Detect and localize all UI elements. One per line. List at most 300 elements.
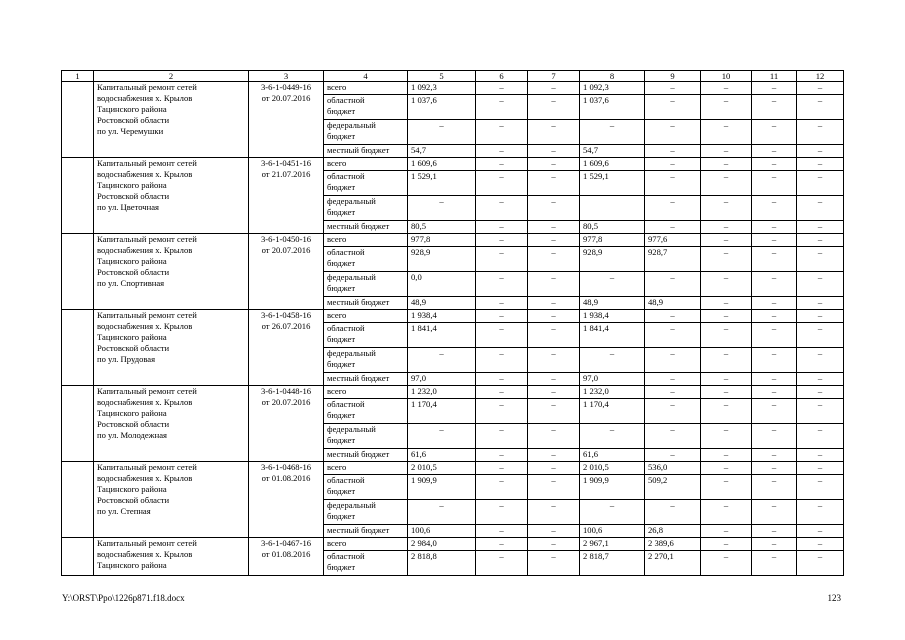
value-cell: 1 170,4 [580, 399, 645, 424]
object-name-line: Капитальный ремонт сетей [97, 538, 197, 548]
value-cell: – [701, 221, 752, 234]
value-cell: – [528, 221, 580, 234]
value-cell: – [476, 272, 528, 297]
value-cell: – [797, 399, 844, 424]
value-cell: – [476, 462, 528, 475]
funding-source-line: всего [327, 386, 347, 396]
value-cell: 2 010,5 [580, 462, 645, 475]
value-cell: 97,0 [408, 373, 476, 386]
table-row [62, 386, 844, 399]
value-cell: 97,0 [580, 373, 645, 386]
value-cell: 509,2 [645, 475, 701, 500]
value-cell: – [752, 525, 797, 538]
value-cell: 1 909,9 [408, 475, 476, 500]
value-cell: – [408, 500, 476, 525]
value-cell: – [528, 348, 580, 373]
value-cell: – [645, 323, 701, 348]
page-number: 123 [827, 593, 841, 603]
value-cell: – [752, 297, 797, 310]
funding-source-line: всего [327, 158, 347, 168]
value-cell: – [528, 475, 580, 500]
object-name-line: водоснабжения х. Крылов [97, 245, 193, 255]
value-cell: – [701, 551, 752, 576]
value-cell: – [701, 171, 752, 196]
object-name-cell [94, 234, 249, 310]
funding-source-line: всего [327, 538, 347, 548]
object-name-line: Капитальный ремонт сетей [97, 386, 197, 396]
value-cell: – [752, 424, 797, 449]
object-name-cell [94, 538, 249, 576]
funding-source-cell [324, 221, 408, 234]
value-cell: – [528, 234, 580, 247]
value-cell: 1 841,4 [580, 323, 645, 348]
value-cell: – [752, 399, 797, 424]
value-cell: 54,7 [408, 145, 476, 158]
value-cell: – [645, 120, 701, 145]
value-cell: – [701, 234, 752, 247]
value-cell: – [797, 120, 844, 145]
value-cell: – [797, 386, 844, 399]
table-row [62, 158, 844, 171]
document-cell [249, 234, 324, 310]
value-cell: 2 010,5 [408, 462, 476, 475]
funding-source-line: федеральный [327, 348, 376, 358]
row-number-cell [62, 234, 94, 310]
funding-source-line: местный бюджет [327, 145, 390, 155]
value-cell: – [645, 145, 701, 158]
header-cell: 10 [701, 71, 752, 82]
value-cell: 80,5 [408, 221, 476, 234]
value-cell: – [528, 158, 580, 171]
object-name-cell [94, 462, 249, 538]
funding-source-line: всего [327, 462, 347, 472]
object-name-line: водоснабжения х. Крылов [97, 93, 193, 103]
value-cell: 928,9 [580, 247, 645, 272]
value-cell: 54,7 [580, 145, 645, 158]
document-line: 3-6-1-0451-16 [260, 158, 312, 168]
funding-source-line: местный бюджет [327, 373, 390, 383]
value-cell: 2 270,1 [645, 551, 701, 576]
object-name-line: Ростовской области [97, 343, 170, 353]
value-cell: – [752, 310, 797, 323]
funding-source-line: бюджет [327, 435, 356, 445]
value-cell: – [797, 221, 844, 234]
object-name-line: по ул. Молодежная [97, 430, 167, 440]
funding-source-line: бюджет [327, 359, 356, 369]
value-cell: 928,7 [645, 247, 701, 272]
funding-source-line: областной [327, 475, 365, 485]
value-cell: – [752, 323, 797, 348]
object-name-line: водоснабжения х. Крылов [97, 321, 193, 331]
funding-source-line: бюджет [327, 131, 356, 141]
funding-source-cell [324, 310, 408, 323]
funding-source-line: всего [327, 82, 347, 92]
document-line: от 01.08.2016 [261, 473, 311, 483]
value-cell: – [528, 120, 580, 145]
funding-source-line: бюджет [327, 106, 356, 116]
budget-table [61, 70, 844, 576]
value-cell: 1 092,3 [580, 82, 645, 95]
value-cell: – [528, 272, 580, 297]
value-cell: – [797, 449, 844, 462]
document-line: 3-6-1-0450-16 [260, 234, 312, 244]
value-cell: – [752, 120, 797, 145]
row-number-cell [62, 82, 94, 158]
funding-source-line: федеральный [327, 500, 376, 510]
value-cell: – [701, 424, 752, 449]
object-name-line: водоснабжения х. Крылов [97, 397, 193, 407]
value-cell: – [752, 538, 797, 551]
object-name-line: Тацинского района [97, 408, 167, 418]
header-cell: 3 [249, 71, 324, 82]
funding-source-line: областной [327, 551, 365, 561]
value-cell: 1 909,9 [580, 475, 645, 500]
value-cell: – [645, 500, 701, 525]
document-line: от 20.07.2016 [261, 397, 311, 407]
value-cell: – [797, 234, 844, 247]
value-cell: – [476, 158, 528, 171]
value-cell: – [701, 297, 752, 310]
value-cell: – [797, 373, 844, 386]
value-cell: 61,6 [408, 449, 476, 462]
document-line: от 20.07.2016 [261, 93, 311, 103]
object-name-cell [94, 310, 249, 386]
value-cell: 100,6 [408, 525, 476, 538]
value-cell: – [528, 538, 580, 551]
value-cell: – [476, 120, 528, 145]
funding-source-line: бюджет [327, 334, 356, 344]
funding-source-line: бюджет [327, 486, 356, 496]
value-cell: – [752, 158, 797, 171]
value-cell: – [797, 145, 844, 158]
funding-source-cell [324, 386, 408, 399]
object-name-line: по ул. Цветочная [97, 202, 159, 212]
funding-source-cell [324, 399, 408, 424]
value-cell: – [701, 120, 752, 145]
object-name-line: Капитальный ремонт сетей [97, 82, 197, 92]
document-cell [249, 310, 324, 386]
value-cell: – [797, 348, 844, 373]
value-cell: – [752, 348, 797, 373]
value-cell: – [476, 373, 528, 386]
value-cell: 61,6 [580, 449, 645, 462]
value-cell: – [476, 323, 528, 348]
funding-source-cell [324, 475, 408, 500]
value-cell: – [797, 158, 844, 171]
object-name-line: Ростовской области [97, 115, 170, 125]
value-cell: – [476, 525, 528, 538]
value-cell: 977,6 [645, 234, 701, 247]
value-cell: – [580, 272, 645, 297]
object-name-line: водоснабжения х. Крылов [97, 549, 193, 559]
document-cell [249, 462, 324, 538]
funding-source-line: местный бюджет [327, 449, 390, 459]
value-cell: – [580, 424, 645, 449]
table-row [62, 538, 844, 551]
funding-source-line: местный бюджет [327, 221, 390, 231]
object-name-line: водоснабжения х. Крылов [97, 169, 193, 179]
value-cell: – [645, 196, 701, 221]
object-name-line: Капитальный ремонт сетей [97, 462, 197, 472]
document-cell [249, 538, 324, 576]
table-row [62, 310, 844, 323]
document-line: 3-6-1-0468-16 [260, 462, 312, 472]
object-name-line: по ул. Черемушки [97, 126, 164, 136]
value-cell: – [797, 475, 844, 500]
funding-source-cell [324, 272, 408, 297]
value-cell: – [476, 297, 528, 310]
document-cell [249, 386, 324, 462]
funding-source-cell [324, 373, 408, 386]
value-cell: – [528, 297, 580, 310]
header-cell: 9 [645, 71, 701, 82]
object-name-cell [94, 386, 249, 462]
value-cell: – [476, 348, 528, 373]
file-path: Y:\ORST\Ppo\1226p871.f18.docx [62, 593, 185, 603]
value-cell: 100,6 [580, 525, 645, 538]
value-cell: – [476, 196, 528, 221]
funding-source-line: областной [327, 171, 365, 181]
value-cell: 2 967,1 [580, 538, 645, 551]
value-cell: – [752, 386, 797, 399]
value-cell: – [645, 399, 701, 424]
funding-source-cell [324, 247, 408, 272]
funding-source-cell [324, 323, 408, 348]
funding-source-line: федеральный [327, 272, 376, 282]
value-cell: – [645, 310, 701, 323]
document-line: 3-6-1-0467-16 [260, 538, 312, 548]
value-cell: 1 232,0 [408, 386, 476, 399]
value-cell: – [701, 82, 752, 95]
value-cell: – [797, 424, 844, 449]
value-cell: – [752, 171, 797, 196]
object-name-line: Ростовской области [97, 267, 170, 277]
row-number-cell [62, 462, 94, 538]
header-row [62, 71, 844, 82]
value-cell: – [528, 95, 580, 120]
value-cell: – [528, 310, 580, 323]
value-cell: 977,8 [408, 234, 476, 247]
value-cell: – [408, 120, 476, 145]
document-line: 3-6-1-0449-16 [260, 82, 312, 92]
value-cell: 80,5 [580, 221, 645, 234]
value-cell: 1 609,6 [580, 158, 645, 171]
value-cell: 1 037,6 [580, 95, 645, 120]
value-cell: – [476, 475, 528, 500]
value-cell: – [797, 171, 844, 196]
funding-source-line: областной [327, 399, 365, 409]
value-cell: – [797, 297, 844, 310]
value-cell: – [752, 234, 797, 247]
value-cell: – [752, 196, 797, 221]
value-cell: – [528, 449, 580, 462]
value-cell: – [797, 525, 844, 538]
value-cell: – [797, 323, 844, 348]
funding-source-line: местный бюджет [327, 525, 390, 535]
value-cell: – [797, 196, 844, 221]
header-cell: 2 [94, 71, 249, 82]
object-name-line: Капитальный ремонт сетей [97, 234, 197, 244]
value-cell: 0,0 [408, 272, 476, 297]
value-cell: – [476, 551, 528, 576]
document-line: от 21.07.2016 [261, 169, 311, 179]
value-cell: 2 818,8 [408, 551, 476, 576]
value-cell: – [476, 82, 528, 95]
funding-source-cell [324, 158, 408, 171]
funding-source-cell [324, 449, 408, 462]
value-cell: – [645, 348, 701, 373]
value-cell: – [701, 95, 752, 120]
value-cell: – [645, 171, 701, 196]
value-cell: – [476, 538, 528, 551]
value-cell: 2 818,7 [580, 551, 645, 576]
funding-source-cell [324, 234, 408, 247]
object-name-line: Тацинского района [97, 484, 167, 494]
value-cell: – [797, 272, 844, 297]
value-cell: – [752, 145, 797, 158]
value-cell: – [701, 323, 752, 348]
value-cell: – [528, 82, 580, 95]
document-line: от 01.08.2016 [261, 549, 311, 559]
value-cell: – [752, 500, 797, 525]
value-cell: 26,8 [645, 525, 701, 538]
object-name-line: Тацинского района [97, 104, 167, 114]
funding-source-line: бюджет [327, 283, 356, 293]
funding-source-line: федеральный [327, 196, 376, 206]
header-cell: 5 [408, 71, 476, 82]
value-cell: – [797, 538, 844, 551]
value-cell: – [752, 462, 797, 475]
funding-source-cell [324, 171, 408, 196]
value-cell: – [528, 386, 580, 399]
funding-source-line: областной [327, 247, 365, 257]
value-cell: – [476, 171, 528, 196]
value-cell: 48,9 [408, 297, 476, 310]
object-name-cell [94, 158, 249, 234]
value-cell: – [752, 449, 797, 462]
header-cell: 8 [580, 71, 645, 82]
funding-source-line: областной [327, 323, 365, 333]
value-cell: – [752, 95, 797, 120]
value-cell: – [797, 247, 844, 272]
value-cell: – [528, 424, 580, 449]
value-cell: – [528, 196, 580, 221]
object-name-line: Ростовской области [97, 419, 170, 429]
funding-source-cell [324, 348, 408, 373]
value-cell: – [408, 348, 476, 373]
funding-source-cell [324, 462, 408, 475]
value-cell: – [645, 386, 701, 399]
value-cell: – [701, 399, 752, 424]
value-cell: – [701, 196, 752, 221]
value-cell: – [528, 551, 580, 576]
value-cell: – [645, 449, 701, 462]
funding-source-line: местный бюджет [327, 297, 390, 307]
funding-source-cell [324, 424, 408, 449]
value-cell: – [701, 373, 752, 386]
header-cell: 4 [324, 71, 408, 82]
document-line: 3-6-1-0448-16 [260, 386, 312, 396]
value-cell: 1 232,0 [580, 386, 645, 399]
object-name-line: по ул. Спортивная [97, 278, 165, 288]
funding-source-cell [324, 538, 408, 551]
value-cell: 1 938,4 [408, 310, 476, 323]
funding-source-line: бюджет [327, 511, 356, 521]
object-name-line: Ростовской области [97, 191, 170, 201]
value-cell: 48,9 [580, 297, 645, 310]
funding-source-line: бюджет [327, 258, 356, 268]
value-cell: – [580, 348, 645, 373]
header-cell: 11 [752, 71, 797, 82]
value-cell: 1 170,4 [408, 399, 476, 424]
funding-source-line: бюджет [327, 182, 356, 192]
funding-source-cell [324, 525, 408, 538]
document-line: от 20.07.2016 [261, 245, 311, 255]
value-cell: – [476, 221, 528, 234]
value-cell: – [476, 310, 528, 323]
value-cell: 2 389,6 [645, 538, 701, 551]
value-cell: – [528, 525, 580, 538]
funding-source-line: бюджет [327, 207, 356, 217]
header-cell: 1 [62, 71, 94, 82]
row-number-cell [62, 386, 94, 462]
object-name-line: по ул. Прудовая [97, 354, 156, 364]
value-cell: 1 841,4 [408, 323, 476, 348]
value-cell: – [797, 95, 844, 120]
object-name-line: Тацинского района [97, 332, 167, 342]
value-cell: – [408, 196, 476, 221]
value-cell: – [476, 500, 528, 525]
value-cell: 977,8 [580, 234, 645, 247]
value-cell: – [701, 272, 752, 297]
row-number-cell [62, 538, 94, 576]
funding-source-line: бюджет [327, 410, 356, 420]
funding-source-cell [324, 95, 408, 120]
value-cell: – [528, 500, 580, 525]
value-cell: 48,9 [645, 297, 701, 310]
object-name-line: Тацинского района [97, 560, 167, 570]
value-cell: – [476, 399, 528, 424]
value-cell: – [645, 95, 701, 120]
funding-source-cell [324, 82, 408, 95]
funding-source-line: всего [327, 310, 347, 320]
table-row [62, 82, 844, 95]
value-cell: – [645, 272, 701, 297]
object-name-line: Капитальный ремонт сетей [97, 158, 197, 168]
funding-source-cell [324, 500, 408, 525]
funding-source-cell [324, 551, 408, 576]
funding-source-line: бюджет [327, 562, 356, 572]
value-cell: – [752, 373, 797, 386]
value-cell: – [752, 82, 797, 95]
object-name-line: Ростовской области [97, 495, 170, 505]
value-cell: – [528, 323, 580, 348]
funding-source-cell [324, 145, 408, 158]
value-cell: – [528, 399, 580, 424]
object-name-line: Капитальный ремонт сетей [97, 310, 197, 320]
funding-source-line: областной [327, 95, 365, 105]
value-cell: – [528, 373, 580, 386]
value-cell: – [580, 120, 645, 145]
value-cell: – [645, 82, 701, 95]
funding-source-cell [324, 120, 408, 145]
value-cell: – [580, 500, 645, 525]
value-cell: – [701, 449, 752, 462]
funding-source-cell [324, 297, 408, 310]
value-cell: – [752, 247, 797, 272]
value-cell [580, 196, 645, 221]
value-cell: – [476, 424, 528, 449]
